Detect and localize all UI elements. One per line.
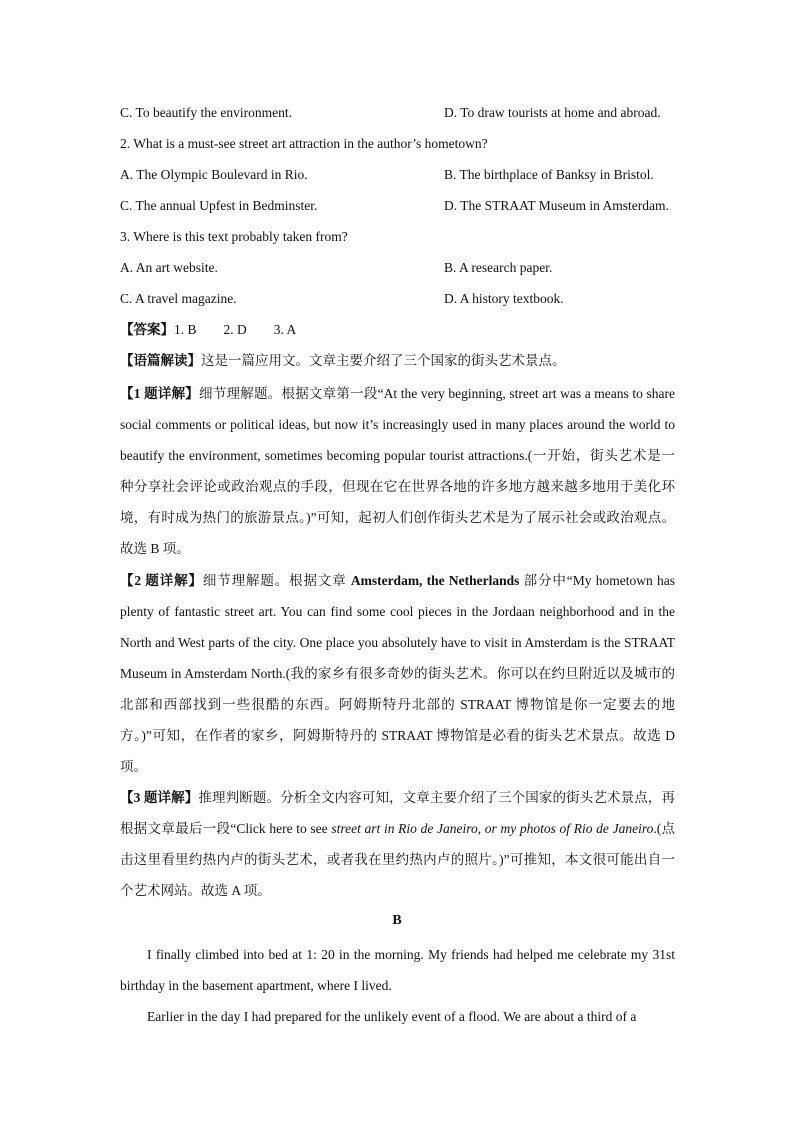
detail3-paragraph <box>120 782 675 906</box>
q1-option-c: C. To beautify the environment. <box>120 105 293 120</box>
detail2-paragraph <box>120 565 675 782</box>
overview-line <box>120 351 566 371</box>
section-b-paragraph-1: I finally climbed into bed at 1: 20 in the morning. My friends had helped me celebrate my 31st birthday in the basement apartment, where I lived. <box>120 947 675 993</box>
q3-option-a: A. An art website. <box>120 260 218 275</box>
detail3-italic-text: street art in Rio de Janeiro, or my photos of Rio de Janeiro <box>331 821 654 836</box>
q3-stem: 3. Where is this text probably taken from? <box>120 229 348 244</box>
overview-label: 【语篇解读】 <box>120 353 201 368</box>
detail2-label: 【2 题详解】 <box>120 573 203 588</box>
detail3-text-before: 推理判断题。分析全文内容可知，文章主要介绍了三个国家的街头艺术景点，再根据文章最后一段“Click here to see <box>120 790 676 836</box>
answer-line <box>120 320 296 340</box>
overview-text: 这是一篇应用文。文章主要介绍了三个国家的街头艺术景点。 <box>201 353 566 368</box>
q2-option-c: C. The annual Upfest in Bedminster. <box>120 198 318 213</box>
detail1-label: 【1 题详解】 <box>120 386 200 401</box>
answer-label: 【答案】 <box>120 322 174 337</box>
section-b-heading: B <box>392 913 402 928</box>
q2-option-b: B. The birthplace of Banksy in Bristol. <box>444 167 654 182</box>
detail3-label: 【3 题详解】 <box>120 790 199 805</box>
q2-option-d: D. The STRAAT Museum in Amsterdam. <box>444 198 669 213</box>
detail2-text-after: 部分中“My hometown has plenty of fantastic street art. You can find some cool pieces in the Jordaan neighborhood and in the North and West parts of the city. One place you absolutely have to visit in Amsterdam is the STRAAT Museum in Amsterdam North.(我的家乡有很多奇妙的街头艺术。你可以在约旦附近以及城市的北部和西部找到一些很酷的东西。阿姆斯特丹北部的 STRAAT 博物馆是你一定要去的地方。)”可知，在作者的家乡，阿姆斯特丹的 STRAAT 博物馆是必看的街头艺术景点。故选 D 项。 <box>120 573 676 774</box>
q3-option-b: B. A research paper. <box>444 260 553 275</box>
q1-option-d: D. To draw tourists at home and abroad. <box>444 105 661 120</box>
detail1-paragraph <box>120 378 675 564</box>
detail3-text-after: .(点击这里看里约热内卢的街头艺术，或者我在里约热内卢的照片。)”可推知，本文很可能出自一个艺术网站。故选 A 项。 <box>120 821 676 898</box>
q3-option-c: C. A travel magazine. <box>120 291 237 306</box>
detail1-text: 细节理解题。根据文章第一段“At the very beginning, street art was a means to share social comments or political ideas, but now it’s increasingly used in many places around the world to beautify the environment, sometimes becoming popular tourist attractions.(一开始，街头艺术是一种分享社会评论或政治观点的手段，但现在它在世界各地的许多地方越来越多地用于美化环境，有时成为热门的旅游景点。)”可知，起初人们创作街头艺术是为了展示社会或政治观点。故选 B 项。 <box>120 386 675 556</box>
q3-option-d: D. A history textbook. <box>444 291 564 306</box>
section-b-paragraph-2: Earlier in the day I had prepared for the unlikely event of a flood. We are about a third of a <box>147 1009 637 1024</box>
q2-option-a: A. The Olympic Boulevard in Rio. <box>120 167 308 182</box>
answer-text: 1. B 2. D 3. A <box>174 322 297 337</box>
detail2-section-name: Amsterdam, the Netherlands <box>350 573 520 588</box>
q2-stem: 2. What is a must-see street art attraction in the author’s hometown? <box>120 136 488 151</box>
detail2-text-before: 细节理解题。根据文章 <box>202 573 351 588</box>
